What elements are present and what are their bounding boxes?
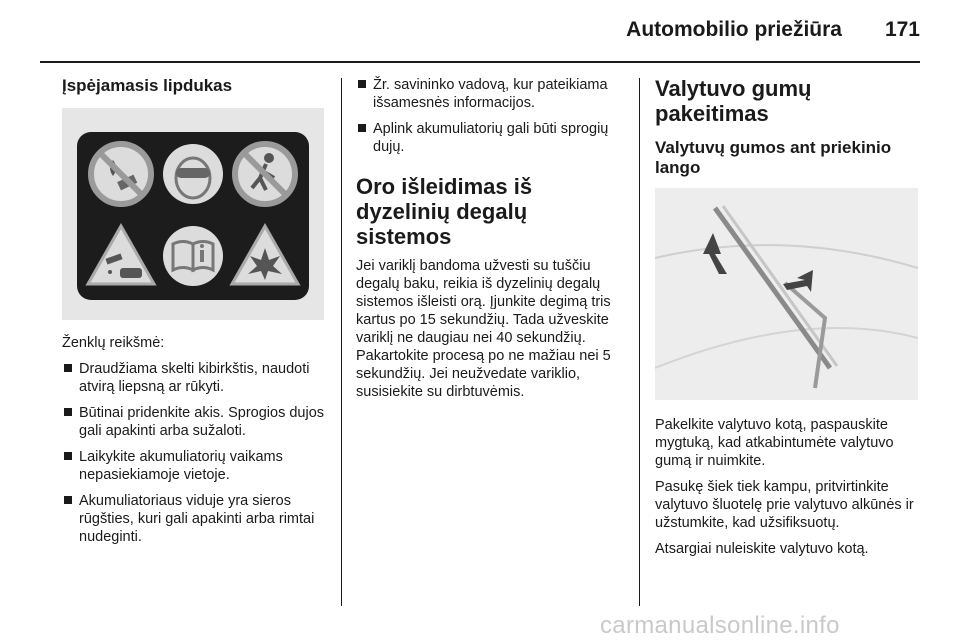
list-item (62, 448, 330, 484)
list-item-text: Žr. savininko vadovą, kur pateikiama išsamesnės informacijos. (373, 77, 608, 111)
column-divider-2 (639, 78, 640, 606)
list-item-text: Laikykite akumuliatorių vaikams nepasiekiamoje vietoje. (79, 449, 283, 483)
wiper-step-3: Atsargiai nuleiskite valytuvo kotą. (655, 541, 869, 557)
list-item-text: Akumuliatoriaus viduje yra sieros rūgšties, kuri gali apakinti arba rimtai nudeginti. (79, 493, 315, 545)
sign-meaning-intro: Ženklų reikšmė: (62, 335, 165, 351)
press-button-arrow-icon (783, 270, 813, 292)
diesel-bleeding-paragraph: Jei variklį bandoma užvesti su tuščiu degalų baku, reikia iš dyzelinių degalų sistemos išleisti orą. Įjunkite degimą tris kartus po 15 sekundžių. Tada užveskite variklį ne daugiau nei 40 sekundžių. Pakartokite procesą po ne mažiau nei 5 sekundžių. Jei neužvedate variklio, susisiekite su dirbtuvėmis. (356, 258, 611, 400)
no-fire-smoking-icon (91, 144, 151, 204)
wiper-step-1: Pakelkite valytuvo kotą, paspauskite mygtuką, kad atkabintumėte valytuvo gumą ir nuimkite. (655, 417, 894, 469)
bullet-icon (64, 452, 72, 460)
bullet-icon (358, 80, 366, 88)
watermark-text: carmanualsonline.info (600, 612, 840, 639)
read-manual-icon (163, 226, 223, 286)
column-divider-1 (341, 78, 342, 606)
section-heading-warning-label: Įspėjamasis lipdukas (62, 76, 233, 95)
column-diesel-bleeding (356, 76, 628, 409)
bullet-icon (358, 124, 366, 132)
manual-reference-list (356, 76, 628, 156)
subheading-windscreen-wipers: Valytuvų gumos ant priekinio lango (655, 138, 892, 177)
list-item (62, 360, 330, 396)
page-header-title: Automobilio priežiūra (626, 18, 842, 41)
list-item (356, 120, 628, 156)
list-item (62, 404, 330, 440)
warning-meaning-list (62, 360, 330, 546)
bullet-icon (64, 496, 72, 504)
eye-protection-icon (163, 144, 223, 204)
lift-arrow-icon (703, 233, 727, 274)
column-wiper-replacement (655, 76, 923, 566)
list-item-text: Būtinai pridenkite akis. Sprogios dujos gali apakinti arba sužaloti. (79, 405, 325, 439)
column-battery-warning (62, 76, 330, 554)
header-divider (40, 61, 920, 63)
battery-warning-sticker-image (62, 108, 324, 320)
page-number: 171 (884, 18, 920, 41)
bullet-icon (64, 408, 72, 416)
bullet-icon (64, 364, 72, 372)
list-item-text: Draudžiama skelti kibirkštis, naudoti atvirą liepsną ar rūkyti. (79, 361, 310, 395)
list-item-text: Aplink akumuliatorių gali būti sprogių dujų. (373, 121, 609, 155)
section-heading-diesel-bleeding: Oro išleidimas iš dyzelinių degalų sistemos (356, 174, 533, 249)
wiper-step-2: Pasukę šiek tiek kampu, pritvirtinkite valytuvo šluotelę prie valytuvo alkūnės ir užstumkite, kad užsifiksuotų. (655, 479, 914, 531)
wiper-blade-illustration (655, 188, 918, 400)
keep-children-away-icon (235, 144, 295, 204)
list-item (62, 492, 330, 546)
section-heading-wiper-replacement: Valytuvo gumų pakeitimas (655, 76, 812, 126)
list-item (356, 76, 628, 112)
